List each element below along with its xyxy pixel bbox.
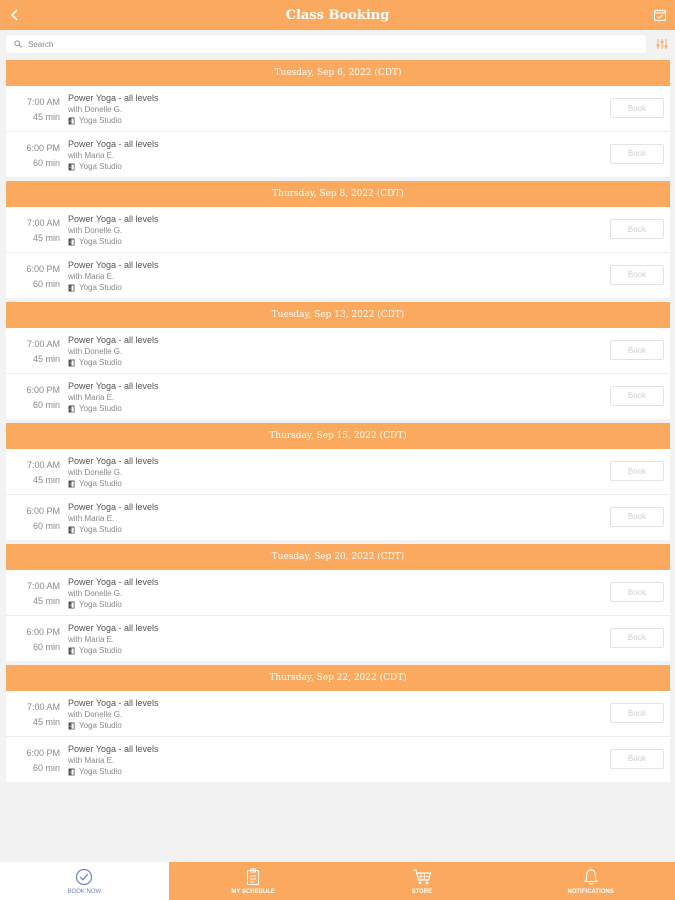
- class-duration: 60 min: [32, 278, 60, 289]
- day-header: Thursday, Sep 22, 2022 (CDT): [6, 665, 670, 691]
- door-icon: [68, 117, 75, 125]
- class-location-label: Yoga Studio: [79, 282, 122, 292]
- book-button[interactable]: Book: [610, 144, 664, 164]
- class-instructor: with Donelle G.: [68, 710, 123, 719]
- class-location: [68, 599, 159, 611]
- class-location-label: Yoga Studio: [79, 403, 122, 413]
- class-info: [68, 92, 159, 127]
- class-instructor: with Maria E.: [68, 271, 115, 281]
- class-name: Power Yoga - all levels: [68, 214, 159, 224]
- class-instructor: with Maria E.: [68, 755, 115, 765]
- day-section: [6, 423, 670, 540]
- tab-label: BOOK NOW: [67, 889, 102, 895]
- class-name: Power Yoga - all levels: [68, 93, 159, 103]
- class-location-label: Yoga Studio: [79, 161, 122, 171]
- door-icon: [68, 284, 75, 292]
- class-start-time: 6:00 PM: [26, 142, 60, 153]
- bell-icon: [583, 868, 599, 886]
- class-time: [6, 746, 60, 776]
- class-duration: 45 min: [32, 354, 60, 364]
- class-row: [6, 691, 670, 737]
- class-instructor: with Maria E.: [68, 513, 115, 523]
- class-time: [6, 383, 60, 413]
- class-row: [6, 207, 670, 253]
- class-start-time: 7:00 AM: [26, 97, 60, 107]
- page-title: Class Booking: [285, 7, 390, 23]
- day-section: [6, 60, 670, 177]
- class-time: [6, 337, 60, 367]
- class-start-time: 7:00 AM: [26, 460, 60, 470]
- class-start-time: 6:00 PM: [26, 626, 60, 637]
- class-info: [68, 501, 159, 536]
- class-name: Power Yoga - all levels: [68, 577, 159, 587]
- class-info: [68, 576, 159, 611]
- class-location: [68, 645, 159, 657]
- day-header: Thursday, Sep 15, 2022 (CDT): [6, 423, 670, 449]
- class-location-label: Yoga Studio: [79, 116, 122, 125]
- class-start-time: 7:00 AM: [26, 218, 60, 228]
- book-button[interactable]: Book: [610, 98, 664, 118]
- class-info: [68, 622, 159, 657]
- class-row: [6, 86, 670, 132]
- class-start-time: 7:00 AM: [26, 339, 60, 349]
- class-duration: 60 min: [32, 520, 60, 531]
- day-header: Thursday, Sep 8, 2022 (CDT): [6, 181, 670, 207]
- class-row: [6, 616, 670, 662]
- class-location-label: Yoga Studio: [79, 524, 122, 534]
- door-icon: [68, 647, 75, 655]
- class-instructor: with Maria E.: [68, 150, 115, 160]
- class-location-label: Yoga Studio: [79, 358, 122, 367]
- cart-icon: [412, 868, 432, 886]
- class-start-time: 6:00 PM: [26, 505, 60, 516]
- class-name: Power Yoga - all levels: [68, 138, 159, 149]
- tab-book-now[interactable]: [0, 862, 169, 900]
- clipboard-icon: [246, 868, 260, 886]
- class-time: [6, 458, 60, 488]
- day-section: [6, 544, 670, 661]
- search-icon: [14, 40, 22, 48]
- class-duration: 45 min: [32, 596, 60, 606]
- class-info: [68, 743, 159, 778]
- tab-store[interactable]: [338, 862, 507, 900]
- class-duration: 60 min: [32, 399, 60, 410]
- class-location-label: Yoga Studio: [79, 645, 122, 655]
- door-icon: [68, 768, 75, 776]
- calendar-icon: [653, 8, 667, 22]
- class-row: [6, 328, 670, 374]
- class-instructor: with Donelle G.: [68, 468, 123, 477]
- class-instructor: with Donelle G.: [68, 105, 123, 114]
- class-location-label: Yoga Studio: [79, 479, 122, 488]
- door-icon: [68, 163, 75, 171]
- search-bar: [6, 35, 646, 53]
- day-header: Tuesday, Sep 6, 2022 (CDT): [6, 60, 670, 86]
- bottom-tab-bar: [0, 862, 675, 900]
- class-info: [68, 138, 159, 173]
- class-location: [68, 720, 159, 732]
- book-button[interactable]: Book: [610, 749, 664, 769]
- class-time: [6, 625, 60, 655]
- class-instructor: with Donelle G.: [68, 347, 123, 356]
- class-duration: 45 min: [32, 717, 60, 727]
- check-circle-icon: [75, 868, 93, 886]
- class-time: [6, 262, 60, 292]
- filter-sliders-icon: [656, 38, 668, 50]
- class-duration: 45 min: [32, 233, 60, 243]
- class-location-label: Yoga Studio: [79, 766, 122, 776]
- class-location-label: Yoga Studio: [79, 237, 122, 246]
- book-button[interactable]: Book: [610, 386, 664, 406]
- book-button[interactable]: Book: [610, 340, 664, 360]
- class-name: Power Yoga - all levels: [68, 743, 159, 754]
- class-name: Power Yoga - all levels: [68, 335, 159, 345]
- calendar-button[interactable]: [651, 6, 669, 24]
- class-location: [68, 161, 159, 173]
- class-start-time: 6:00 PM: [26, 263, 60, 274]
- class-duration: 60 min: [32, 157, 60, 168]
- class-location: [68, 357, 159, 369]
- class-name: Power Yoga - all levels: [68, 622, 159, 633]
- class-row: [6, 449, 670, 495]
- book-button[interactable]: Book: [610, 507, 664, 527]
- class-row: [6, 570, 670, 616]
- day-header: Tuesday, Sep 20, 2022 (CDT): [6, 544, 670, 570]
- class-row: [6, 253, 670, 299]
- book-button[interactable]: Book: [610, 628, 664, 648]
- day-section: [6, 302, 670, 419]
- class-location: [68, 236, 159, 248]
- class-name: Power Yoga - all levels: [68, 501, 159, 512]
- back-button[interactable]: [6, 6, 24, 24]
- tab-label: NOTIFICATIONS: [567, 889, 614, 895]
- class-location: [68, 524, 159, 536]
- class-time: [6, 700, 60, 730]
- tab-label: MY SCHEDULE: [231, 889, 275, 895]
- door-icon: [68, 238, 75, 246]
- class-time: [6, 579, 60, 609]
- class-row: [6, 737, 670, 783]
- class-location: [68, 478, 159, 490]
- door-icon: [68, 359, 75, 367]
- class-start-time: 7:00 AM: [26, 581, 60, 591]
- class-location: [68, 766, 159, 778]
- chevron-left-icon: [10, 9, 20, 21]
- app-header: [0, 0, 675, 30]
- class-start-time: 6:00 PM: [26, 747, 60, 758]
- day-header: Tuesday, Sep 13, 2022 (CDT): [6, 302, 670, 328]
- class-info: [68, 380, 159, 415]
- class-info: [68, 259, 159, 294]
- tab-my-schedule[interactable]: [169, 862, 338, 900]
- class-time: [6, 216, 60, 246]
- day-section: [6, 181, 670, 298]
- class-name: Power Yoga - all levels: [68, 456, 159, 466]
- door-icon: [68, 480, 75, 488]
- filter-button[interactable]: [654, 36, 670, 52]
- class-time: [6, 504, 60, 534]
- class-name: Power Yoga - all levels: [68, 259, 159, 270]
- class-location: [68, 403, 159, 415]
- class-name: Power Yoga - all levels: [68, 380, 159, 391]
- door-icon: [68, 526, 75, 534]
- book-button[interactable]: Book: [610, 461, 664, 481]
- class-location-label: Yoga Studio: [79, 721, 122, 730]
- class-duration: 60 min: [32, 762, 60, 773]
- class-name: Power Yoga - all levels: [68, 698, 159, 708]
- class-location: [68, 282, 159, 294]
- book-button[interactable]: Book: [610, 703, 664, 723]
- class-duration: 45 min: [32, 112, 60, 122]
- class-info: [68, 455, 159, 490]
- class-info: [68, 334, 159, 369]
- class-location-label: Yoga Studio: [79, 600, 122, 609]
- book-button[interactable]: Book: [610, 219, 664, 239]
- class-info: [68, 697, 159, 732]
- class-duration: 60 min: [32, 641, 60, 652]
- tab-notifications[interactable]: [506, 862, 675, 900]
- book-button[interactable]: Book: [610, 265, 664, 285]
- class-instructor: with Maria E.: [68, 392, 115, 402]
- class-start-time: 6:00 PM: [26, 384, 60, 395]
- class-time: [6, 95, 60, 125]
- door-icon: [68, 405, 75, 413]
- class-instructor: with Maria E.: [68, 634, 115, 644]
- search-input[interactable]: [28, 40, 628, 49]
- door-icon: [68, 722, 75, 730]
- class-location: [68, 115, 159, 127]
- book-button[interactable]: Book: [610, 582, 664, 602]
- door-icon: [68, 601, 75, 609]
- day-section: [6, 665, 670, 782]
- class-start-time: 7:00 AM: [26, 702, 60, 712]
- class-info: [68, 213, 159, 248]
- class-instructor: with Donelle G.: [68, 589, 123, 598]
- class-instructor: with Donelle G.: [68, 226, 123, 235]
- class-time: [6, 141, 60, 171]
- class-duration: 45 min: [32, 475, 60, 485]
- class-row: [6, 374, 670, 420]
- tab-label: STORE: [411, 889, 433, 895]
- class-row: [6, 495, 670, 541]
- class-row: [6, 132, 670, 178]
- class-list: [6, 60, 670, 786]
